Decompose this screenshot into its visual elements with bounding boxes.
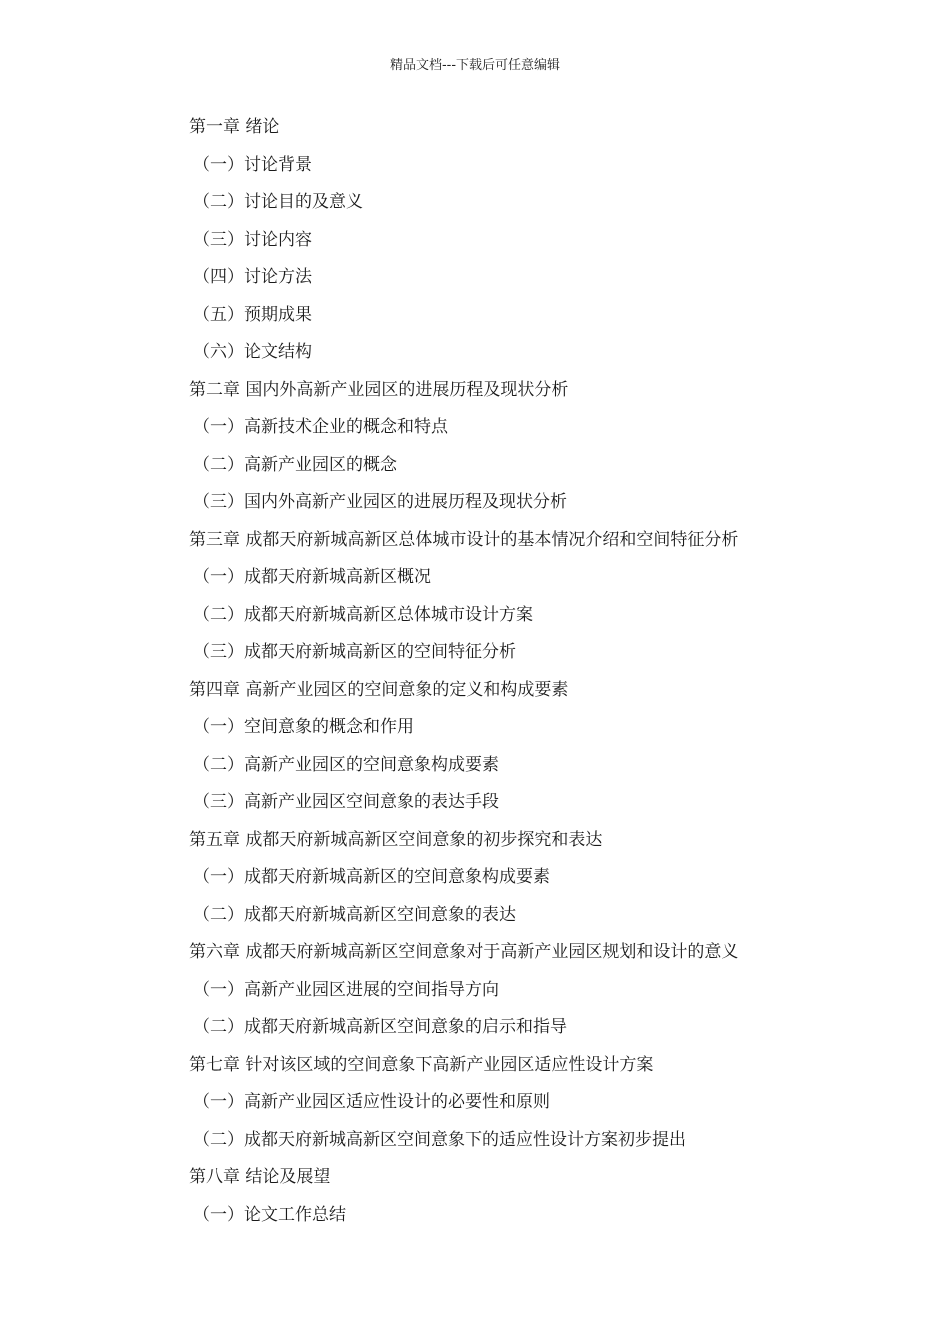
toc-chapter: 第七章 针对该区域的空间意象下高新产业园区适应性设计方案 bbox=[189, 1054, 654, 1075]
toc-section: （二）成都天府新城高新区空间意象下的适应性设计方案初步提出 bbox=[193, 1129, 686, 1150]
toc-chapter: 第八章 结论及展望 bbox=[189, 1167, 331, 1187]
toc-section: （四）讨论方法 bbox=[193, 267, 312, 287]
toc-chapter: 第一章 绪论 bbox=[189, 117, 280, 137]
toc-section: （三）高新产业园区空间意象的表达手段 bbox=[193, 792, 499, 812]
toc-section: （一）高新技术企业的概念和特点 bbox=[193, 417, 448, 437]
toc-section: （三）成都天府新城高新区的空间特征分析 bbox=[193, 642, 516, 662]
toc-section: （二）讨论目的及意义 bbox=[193, 192, 363, 212]
toc-section: （二）高新产业园区的概念 bbox=[193, 454, 397, 475]
table-of-contents bbox=[189, 115, 889, 1240]
toc-section: （二）高新产业园区的空间意象构成要素 bbox=[193, 754, 499, 775]
toc-section: （六）论文结构 bbox=[193, 342, 312, 362]
toc-section: （一）高新产业园区适应性设计的必要性和原则 bbox=[193, 1092, 550, 1112]
toc-section: （一）成都天府新城高新区概况 bbox=[193, 567, 431, 587]
toc-section: （三）国内外高新产业园区的进展历程及现状分析 bbox=[193, 492, 567, 512]
toc-section: （二）成都天府新城高新区总体城市设计方案 bbox=[193, 604, 533, 625]
page-header: 精品文档---下载后可任意编辑 bbox=[389, 58, 561, 73]
toc-chapter: 第四章 高新产业园区的空间意象的定义和构成要素 bbox=[189, 679, 569, 700]
toc-chapter: 第六章 成都天府新城高新区空间意象对于高新产业园区规划和设计的意义 bbox=[189, 942, 739, 962]
toc-section: （一）论文工作总结 bbox=[193, 1204, 346, 1225]
toc-section: （一）成都天府新城高新区的空间意象构成要素 bbox=[193, 867, 550, 887]
toc-section: （五）预期成果 bbox=[193, 304, 312, 325]
toc-chapter: 第三章 成都天府新城高新区总体城市设计的基本情况介绍和空间特征分析 bbox=[189, 529, 739, 550]
toc-chapter: 第五章 成都天府新城高新区空间意象的初步探究和表达 bbox=[189, 829, 603, 850]
toc-section: （一）空间意象的概念和作用 bbox=[193, 717, 414, 737]
toc-section: （二）成都天府新城高新区空间意象的表达 bbox=[193, 904, 516, 925]
toc-section: （二）成都天府新城高新区空间意象的启示和指导 bbox=[193, 1017, 567, 1037]
toc-section: （一）高新产业园区进展的空间指导方向 bbox=[193, 979, 499, 1000]
toc-section: （三）讨论内容 bbox=[193, 229, 312, 250]
toc-section: （一）讨论背景 bbox=[193, 154, 312, 175]
toc-chapter: 第二章 国内外高新产业园区的进展历程及现状分析 bbox=[189, 379, 569, 400]
